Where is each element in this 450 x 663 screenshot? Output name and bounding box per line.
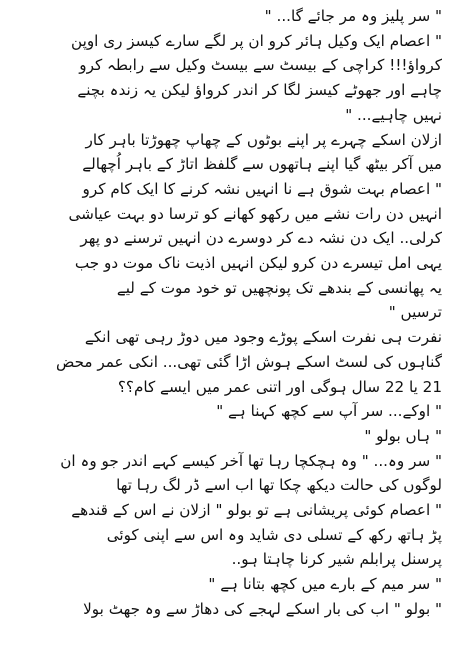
text-line: چاہے اور جھوٹے کیسز لگا کر اندر کرواؤ لیکن یہ زندہ بچنے bbox=[77, 81, 442, 100]
text-line: 21 یا 22 سال ہوگی اور اتنی عمر میں ایسے کام؟؟ bbox=[117, 377, 442, 396]
text-line: ترسیں " bbox=[388, 303, 442, 322]
text-line: " ہاں بولو " bbox=[364, 426, 442, 445]
text-line: گناہوں کی لسٹ اسکے ہوش اڑا گئی تھی... انکی عمر محض bbox=[56, 352, 442, 371]
text-line: لوگوں کی حالت دیکھ چکا تھا اب اسے ڈر لگ رہا تھا bbox=[116, 476, 442, 495]
text-line: پرسنل پرابلم شیر کرنا چاہتا ہو.. bbox=[231, 550, 442, 569]
text-line: نفرت ہی نفرت اسکے پوڑے وجود میں دوڑ رہی تھی انکے bbox=[84, 328, 442, 347]
text-line: انہیں دن رات نشے میں رکھو کھانے کو ترسا دو بہت عیاشی bbox=[68, 204, 442, 223]
text-line: ازلان اسکے چہرے پر اپنے بوٹوں کے چھاپ چھوڑتا باہر کار bbox=[85, 130, 442, 149]
text-line: کرواؤ!!! کراچی کے بیسٹ سے بیسٹ وکیل سے رابطہ کرو bbox=[79, 56, 442, 75]
text-line: " اعصام ایک وکیل ہائر کرو ان پر لگے سارے کیسز ری اوپن bbox=[71, 31, 442, 50]
text-line: " سر پلیز وہ مر جائے گا... " bbox=[264, 7, 442, 25]
text-line: کرلی.. ایک دن نشہ دے کر دوسرے دن انہیں ترسنے دو پھر bbox=[80, 229, 442, 248]
text-line: یہ پھانسی کے بندھے تک پونچھیں تو خود موت کے لیے bbox=[116, 278, 442, 297]
text-line: یہی امل تیسرے دن کرو لیکن انہیں اذیت ناک موت دو جب bbox=[74, 254, 442, 273]
text-line: " اوکے... سر آپ سے کچھ کہنا ہے " bbox=[216, 402, 442, 421]
text-line: میں آکر بیٹھ گیا اپنے ہاتھوں سے گلفظ اتاڑ کے باہر اُچھالے bbox=[82, 155, 442, 174]
text-line: " سر میم کے بارے میں کچھ بتانا ہے " bbox=[208, 575, 442, 594]
text-line: " سر وہ... " وہ ہچکچا رہا تھا آخر کیسے کہے اندر جو وہ ان bbox=[60, 451, 442, 470]
urdu-text-block bbox=[8, 4, 442, 622]
text-line: نہیں چاہیے... " bbox=[345, 105, 442, 124]
text-line: پڑ ہاتھ رکھ کے تسلی دی شاید وہ اس سے اپنی کوئی bbox=[106, 525, 442, 544]
text-line: " اعصام بہت شوق ہے نا انہیں نشہ کرنے کا ایک کام کرو bbox=[82, 179, 442, 198]
text-line: " اعصام کوئی پریشانی ہے تو بولو " ازلان نے اس کے قندھے bbox=[71, 501, 442, 520]
text-line: " بولو " اب کی بار اسکے لہجے کی دھاڑ سے وہ جھٹ بولا bbox=[83, 599, 442, 618]
